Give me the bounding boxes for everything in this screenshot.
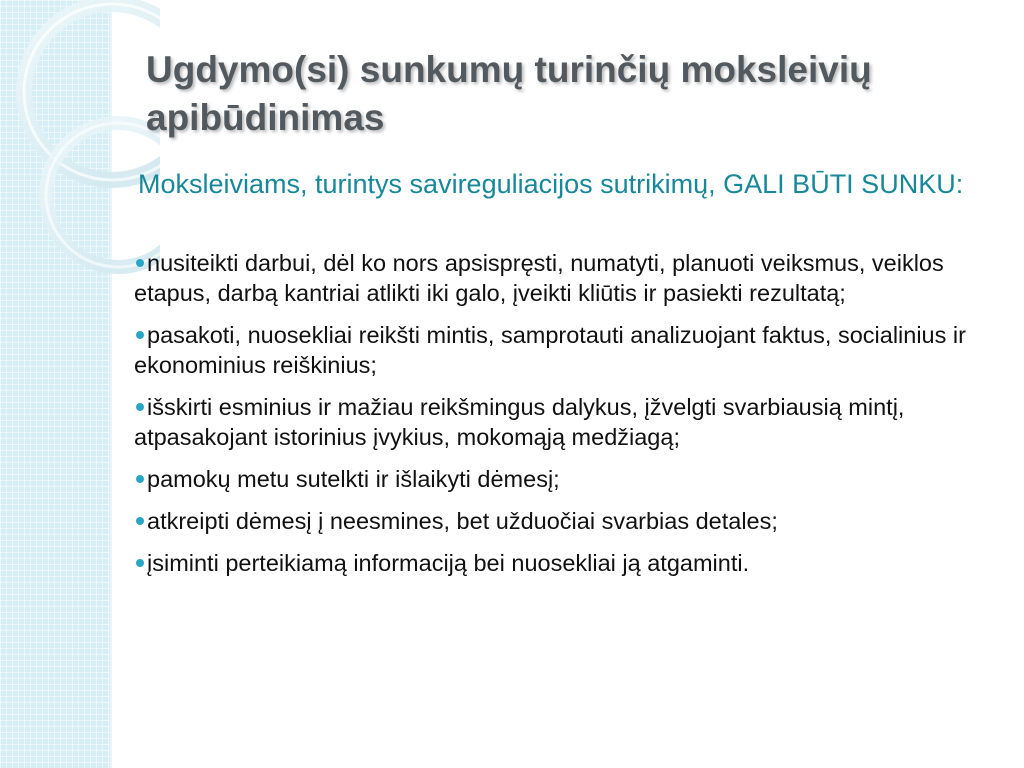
bullet-dot-icon xyxy=(136,259,144,267)
bullet-dot-icon xyxy=(136,517,144,525)
bullet-text: pasakoti, nuosekliai reikšti mintis, samprotauti analizuojant faktus, socialinius ir ekonominius reiškinius; xyxy=(134,322,966,378)
bullet-dot-icon xyxy=(136,403,144,411)
bullet-item xyxy=(134,548,1004,578)
bullet-dot-icon xyxy=(136,475,144,483)
bullet-text: nusiteikti darbui, dėl ko nors apsispręsti, numatyti, planuoti veiksmus, veiklos etapus, darbą kantriai atlikti iki galo, įveikti kliūtis ir pasiekti rezultatą; xyxy=(134,250,944,306)
bullet-list xyxy=(134,248,1004,590)
bullet-item xyxy=(134,248,1004,308)
bullet-text: pamokų metu sutelkti ir išlaikyti dėmesį; xyxy=(147,466,560,492)
bullet-text: atkreipti dėmesį į neesmines, bet užduočiai svarbias detales; xyxy=(147,508,778,534)
bullet-item xyxy=(134,392,1004,452)
slide-title: Ugdymo(si) sunkumų turinčių moksleivių apibūdinimas xyxy=(146,49,872,138)
bullet-item xyxy=(134,506,1004,536)
bullet-text: išskirti esminius ir mažiau reikšmingus dalykus, įžvelgti svarbiausią mintį, atpasakojant istorinius įvykius, mokomąją medžiagą; xyxy=(134,394,905,450)
bullet-dot-icon xyxy=(136,559,144,567)
bullet-dot-icon xyxy=(136,331,144,339)
slide-subtitle: Moksleiviams, turintys savireguliacijos sutrikimų, GALI BŪTI SUNKU: xyxy=(138,169,964,199)
bullet-text: įsiminti perteikiamą informaciją bei nuosekliai ją atgaminti. xyxy=(147,550,750,576)
bullet-item xyxy=(134,464,1004,494)
bullet-item xyxy=(134,320,1004,380)
